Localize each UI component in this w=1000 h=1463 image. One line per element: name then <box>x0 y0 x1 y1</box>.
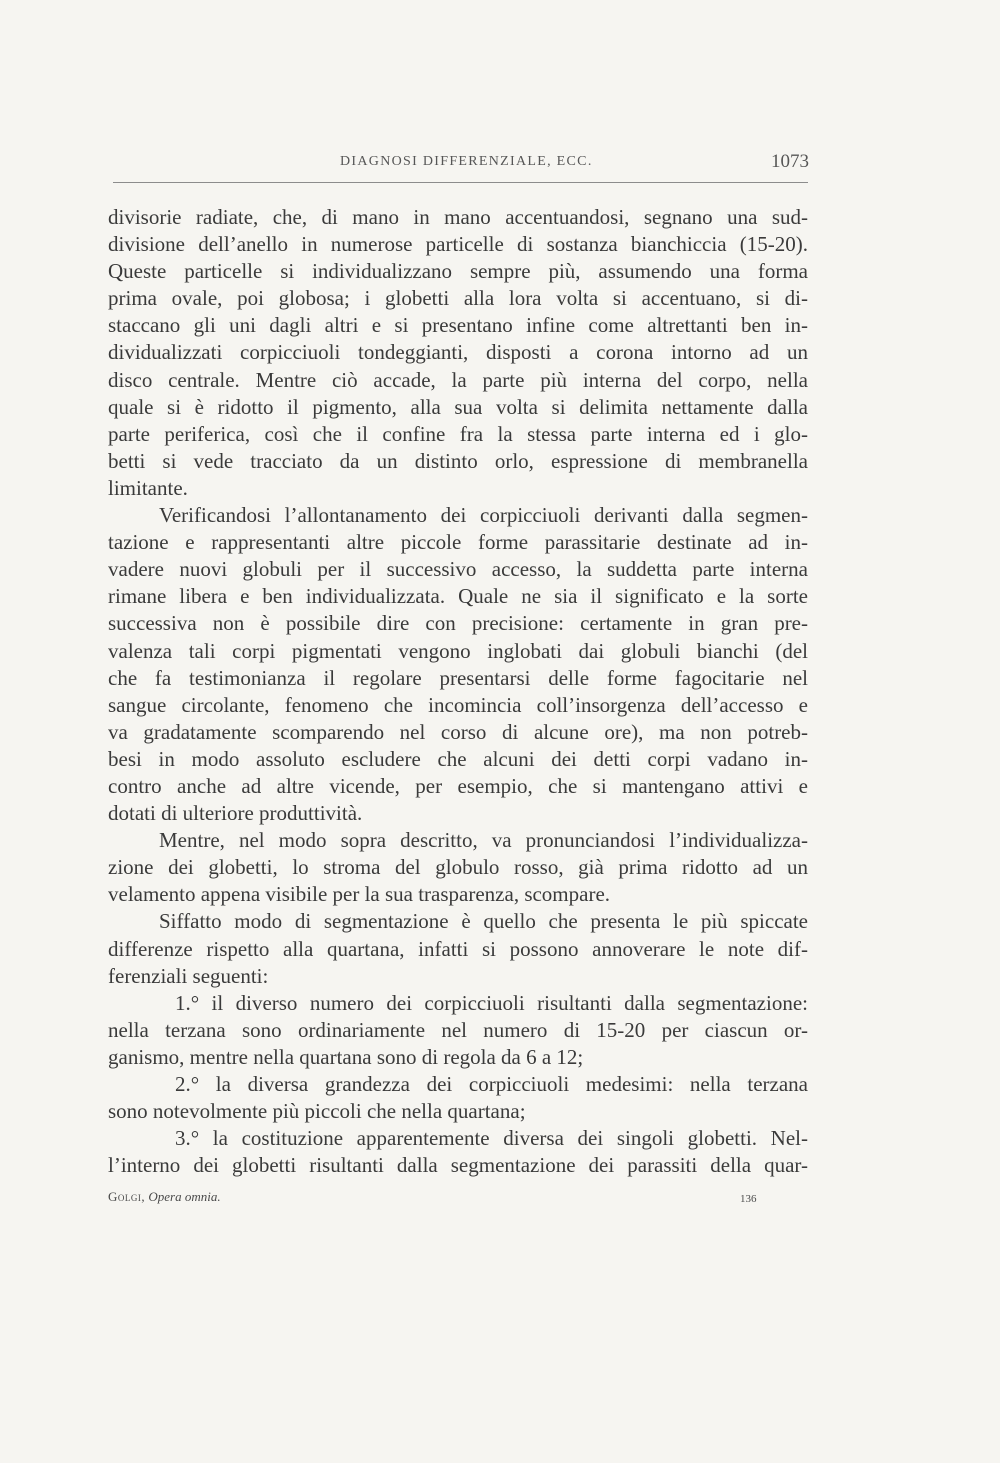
footer-credit <box>108 1189 221 1205</box>
text-line: betti si vede tracciato da un distinto orlo, espressione di membranella <box>108 448 808 473</box>
text-line: valenza tali corpi pigmentati vengono inglobati dai globuli bianchi (del <box>108 638 808 663</box>
text-line: velamento appena visibile per la sua trasparenza, scompare. <box>108 882 611 907</box>
text-line: ferenziali seguenti: <box>108 963 269 988</box>
text-line: vadere nuovi globuli per il successivo accesso, la suddetta parte interna <box>108 557 808 582</box>
text-line: Mentre, nel modo sopra descritto, va pronunciandosi l’individualizza- <box>159 828 808 853</box>
page-text <box>108 204 808 1179</box>
text-line: differenze rispetto alla quartana, infatti si possono annoverare le note dif- <box>108 936 808 961</box>
text-line: va gradatamente scomparendo nel corso di alcune ore), ma non potreb- <box>108 719 808 744</box>
numbered-item <box>108 990 808 1071</box>
text-line: Queste particelle si individualizzano sempre più, assumendo una forma <box>108 259 808 284</box>
page-number: 1073 <box>771 151 809 172</box>
text-line: dividualizzati corpicciuoli tondeggianti, disposti a corona intorno ad un <box>108 340 808 365</box>
text-line: besi in modo assoluto escludere che alcuni dei detti corpi vadano in- <box>108 746 808 771</box>
text-line: divisione dell’anello in numerose particelle di sostanza bianchiccia (15-20). <box>108 232 808 257</box>
text-line: zione dei globetti, lo stroma del globulo rosso, già prima ridotto ad un <box>108 855 808 880</box>
text-line: sono notevolmente più piccoli che nella quartana; <box>108 1099 526 1124</box>
header-rule <box>113 182 808 183</box>
text-line: prima ovale, poi globosa; i globetti alla lora volta si accentuano, si di- <box>108 286 808 311</box>
text-line: limitante. <box>108 475 188 500</box>
paragraph <box>108 827 808 908</box>
text-line: quale si è ridotto il pigmento, alla sua volta si delimita nettamente dalla <box>108 394 808 419</box>
text-line: Siffatto modo di segmentazione è quello che presenta le più spiccate <box>159 909 808 934</box>
text-line: disco centrale. Mentre ciò accade, la parte più interna del corpo, nella <box>108 367 808 392</box>
paragraph <box>108 908 808 989</box>
text-line: successiva non è possibile dire con precisione: certamente in gran pre- <box>108 611 808 636</box>
text-line: contro anche ad altre vicende, per esempio, che si mantengano attivi e <box>108 773 808 798</box>
text-line: 2.° la diversa grandezza dei corpicciuoli medesimi: nella terzana <box>175 1072 808 1096</box>
text-line: Verificandosi l’allontanamento dei corpicciuoli derivanti dalla segmen- <box>159 503 808 528</box>
numbered-item <box>108 1071 808 1125</box>
text-line: divisorie radiate, che, di mano in mano accentuandosi, segnano una sud- <box>108 205 808 229</box>
text-line: tazione e rappresentanti altre piccole forme parassitarie destinate ad in- <box>108 530 808 555</box>
running-title: DIAGNOSI DIFFERENZIALE, ECC. <box>340 154 593 169</box>
text-line: ganismo, mentre nella quartana sono di regola da 6 a 12; <box>108 1044 584 1069</box>
numbered-item <box>108 1125 808 1179</box>
text-line: parte periferica, così che il confine fra la stessa parte interna ed i glo- <box>108 421 808 446</box>
footer-work-title: Opera omnia. <box>148 1189 221 1204</box>
text-line: che fa testimonianza il regolare presentarsi delle forme fagocitarie nel <box>108 665 808 690</box>
text-line: dotati di ulteriore produttività. <box>108 801 363 826</box>
text-line: 1.° il diverso numero dei corpicciuoli risultanti dalla segmentazione: <box>175 990 808 1015</box>
signature-mark: 136 <box>740 1193 757 1205</box>
footer-author: Golgi, <box>108 1189 146 1204</box>
paragraph <box>108 502 808 827</box>
text-line: rimane libera e ben individualizzata. Quale ne sia il significato e la sorte <box>108 584 808 609</box>
text-line: sangue circolante, fenomeno che incomincia coll’insorgenza dell’accesso e <box>108 692 808 717</box>
text-line: staccano gli uni dagli altri e si presentano infine come altrettanti ben in- <box>108 313 808 338</box>
text-line: l’interno dei globetti risultanti dalla segmentazione dei parassiti della quar- <box>108 1153 808 1178</box>
text-line: 3.° la costituzione apparentemente diversa dei singoli globetti. Nel- <box>175 1126 808 1151</box>
paragraph <box>108 204 808 502</box>
text-line: nella terzana sono ordinariamente nel numero di 15-20 per ciascun or- <box>108 1017 808 1042</box>
